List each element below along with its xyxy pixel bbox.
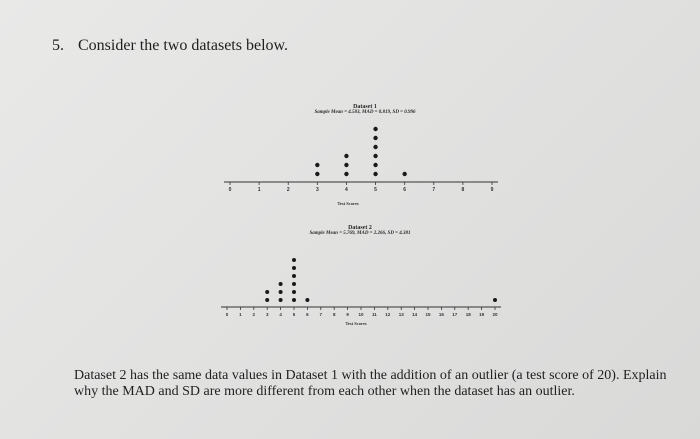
data-dot bbox=[265, 290, 269, 294]
tick-label: 9 bbox=[346, 312, 349, 317]
tick-label: 8 bbox=[461, 187, 465, 193]
dataset2-axis-title: Test Scores bbox=[345, 321, 367, 326]
data-dot bbox=[344, 172, 348, 176]
tick-label: 0 bbox=[225, 312, 229, 317]
tick-label: 6 bbox=[403, 187, 407, 193]
tick-label: 0 bbox=[228, 187, 232, 193]
data-dot bbox=[373, 163, 377, 167]
question-body: Dataset 2 has the same data values in Dataset 1 with the addition of an outlier (a test score of 20). Explain why the MAD and SD are more different from each other when the dataset has an outlier. bbox=[74, 368, 667, 399]
tick-label: 1 bbox=[239, 312, 242, 317]
data-dot bbox=[292, 274, 296, 278]
tick-label: 4 bbox=[345, 187, 348, 193]
data-dot bbox=[279, 290, 283, 294]
dataset2-dot-plot bbox=[221, 258, 501, 317]
data-dot bbox=[373, 145, 377, 149]
tick-label: 3 bbox=[315, 187, 319, 193]
data-dot bbox=[292, 298, 296, 302]
tick-label: 8 bbox=[332, 312, 336, 317]
data-dot bbox=[373, 154, 377, 158]
data-dot bbox=[373, 172, 377, 176]
tick-label: 3 bbox=[265, 312, 269, 317]
question-prompt: Consider the two datasets below. bbox=[78, 37, 289, 54]
tick-label: 7 bbox=[319, 312, 323, 317]
data-dot bbox=[493, 298, 497, 302]
data-dot bbox=[279, 282, 283, 286]
data-dot bbox=[279, 298, 283, 302]
tick-label: 19 bbox=[479, 312, 485, 317]
data-dot bbox=[373, 127, 377, 131]
tick-label: 4 bbox=[279, 312, 282, 317]
tick-label: 14 bbox=[412, 312, 418, 317]
data-dot bbox=[265, 298, 269, 302]
tick-label: 5 bbox=[292, 312, 296, 317]
tick-label: 5 bbox=[374, 187, 377, 193]
tick-label: 2 bbox=[286, 187, 290, 193]
tick-label: 2 bbox=[252, 312, 256, 317]
tick-label: 15 bbox=[425, 312, 431, 317]
dataset1-axis-title: Test Scores bbox=[337, 201, 359, 206]
tick-label: 6 bbox=[306, 312, 309, 317]
data-dot bbox=[292, 282, 296, 286]
question-number: 5. bbox=[52, 37, 64, 54]
data-dot bbox=[344, 154, 348, 158]
data-dot bbox=[315, 172, 319, 176]
dataset2-title: Dataset 2 bbox=[348, 225, 372, 231]
tick-label: 1 bbox=[257, 187, 261, 193]
data-dot bbox=[315, 163, 319, 167]
tick-label: 12 bbox=[385, 312, 391, 317]
tick-label: 20 bbox=[492, 312, 498, 317]
tick-label: 11 bbox=[372, 312, 377, 317]
data-dot bbox=[344, 163, 348, 167]
data-dot bbox=[373, 136, 377, 140]
dataset1-stats: Sample Mean = 4.583, MAD = 0.819, SD = 0.996 bbox=[314, 110, 416, 115]
dataset2-stats: Sample Mean = 5.769, MAD = 2.266, SD = 4.381 bbox=[309, 231, 411, 236]
data-dot bbox=[292, 266, 296, 270]
tick-label: 18 bbox=[465, 312, 471, 317]
tick-label: 13 bbox=[398, 312, 404, 317]
dataset1-dot-plot bbox=[224, 127, 498, 193]
data-dot bbox=[292, 258, 296, 262]
data-dot bbox=[402, 172, 406, 176]
tick-label: 7 bbox=[432, 187, 436, 193]
data-dot bbox=[305, 298, 309, 302]
tick-label: 16 bbox=[438, 312, 444, 317]
tick-label: 10 bbox=[358, 312, 364, 317]
data-dot bbox=[292, 290, 296, 294]
dataset1-title: Dataset 1 bbox=[353, 104, 377, 110]
tick-label: 17 bbox=[452, 312, 458, 317]
tick-label: 9 bbox=[490, 187, 494, 193]
